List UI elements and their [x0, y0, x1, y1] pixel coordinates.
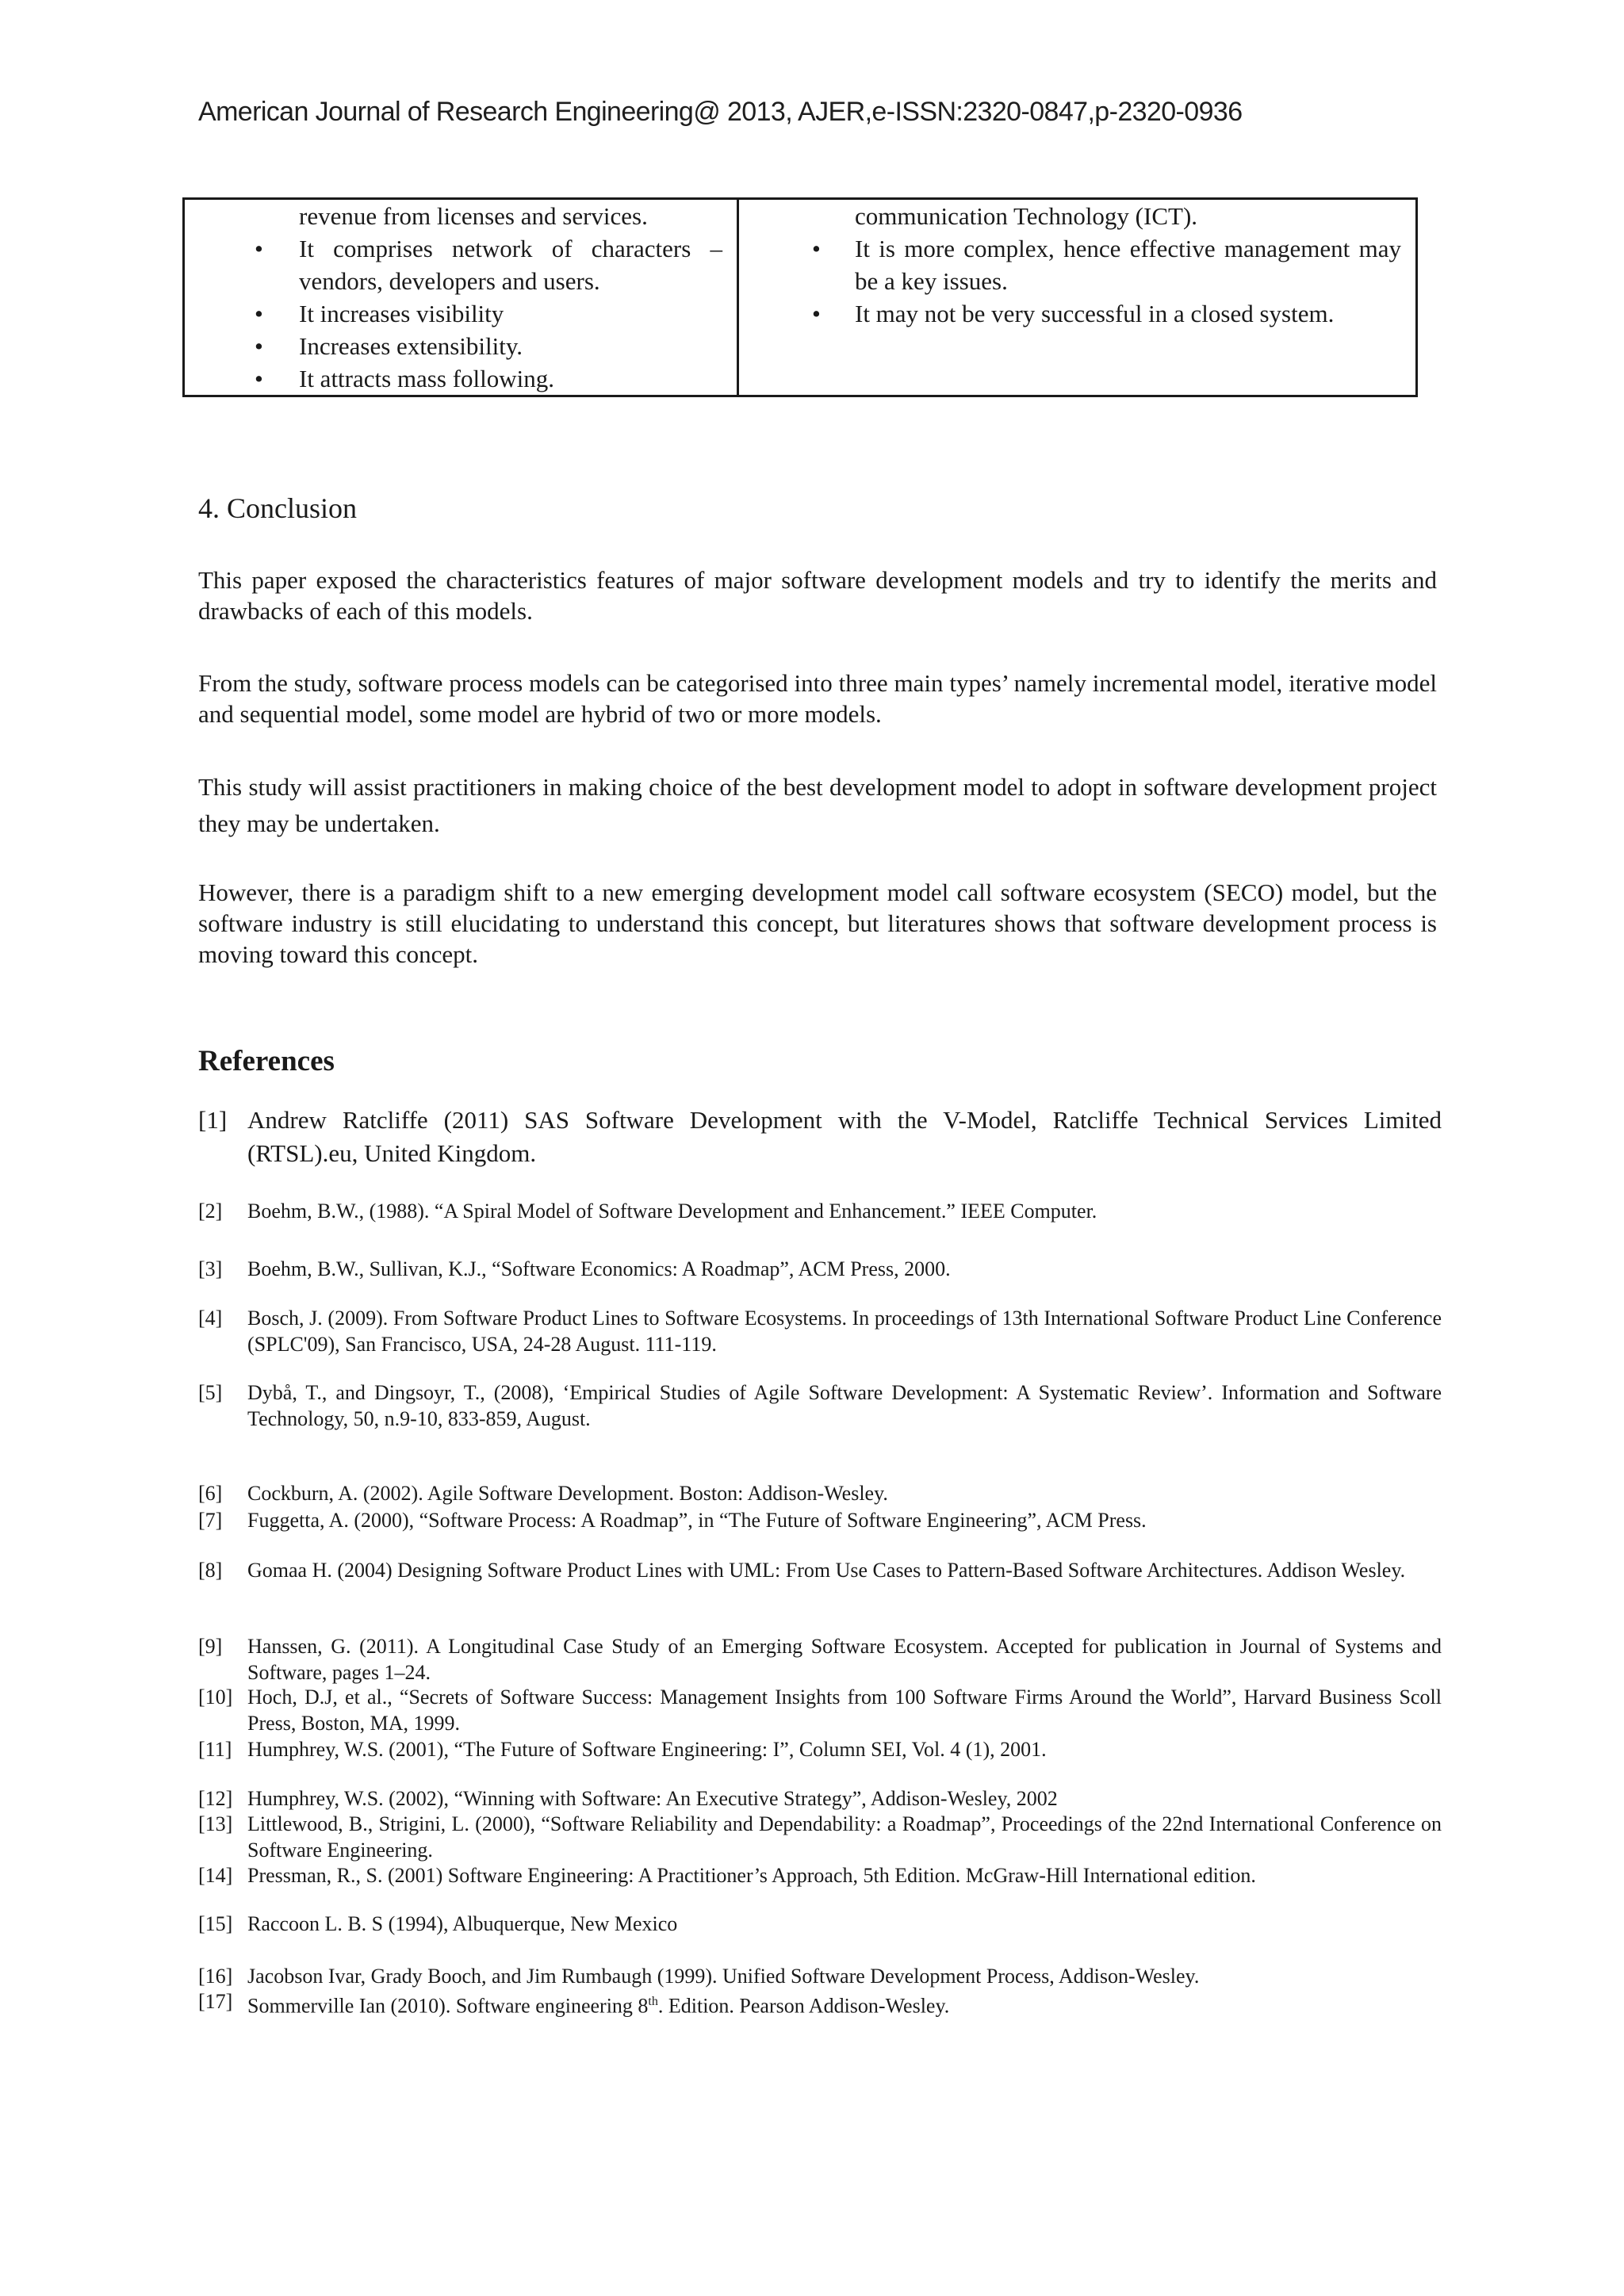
reference-item — [198, 1305, 1442, 1357]
reference-number: [1] — [198, 1106, 228, 1134]
table-bullet-item: • It may not be very successful in a closed system. — [739, 297, 1415, 330]
reference-number: [7] — [198, 1509, 223, 1532]
table-item: communication Technology (ICT). — [855, 202, 1198, 230]
reference-item — [198, 1198, 1442, 1224]
reference-text: Hanssen, G. (2011). A Longitudinal Case Study of an Emerging Software Ecosystem. Accepted for publication in Journal of Systems and Software, pages 1–24. — [247, 1635, 1442, 1684]
reference-number: [8] — [198, 1559, 223, 1582]
table-bullet-item: • It is more complex, hence effective management may be a key issues. — [739, 232, 1415, 297]
reference-number: [15] — [198, 1912, 233, 1935]
reference-item — [198, 1557, 1442, 1583]
reference-item — [198, 1684, 1442, 1736]
reference-item — [198, 1862, 1442, 1888]
reference-item — [198, 1104, 1442, 1170]
table-cell-left — [184, 199, 738, 396]
reference-number: [12] — [198, 1787, 233, 1810]
reference-item — [198, 1380, 1442, 1432]
reference-text: Pressman, R., S. (2001) Software Engineering: A Practitioner’s Approach, 5th Edition. McGraw-Hill International edition. — [247, 1864, 1256, 1887]
reference-text: Hoch, D.J, et al., “Secrets of Software Success: Management Insights from 100 Software Firms Around the World”, Harvard Business Scoll Press, Boston, MA, 1999. — [247, 1686, 1442, 1735]
reference-item — [198, 1736, 1442, 1762]
reference-item — [198, 1911, 1442, 1937]
reference-number: [17] — [198, 1990, 233, 2013]
reference-item — [198, 1633, 1442, 1686]
reference-number: [4] — [198, 1307, 223, 1330]
reference-number: [6] — [198, 1482, 223, 1505]
reference-text: Bosch, J. (2009). From Software Product Lines to Software Ecosystems. In proceedings of 13th International Software Product Line Conference (SPLC'09), San Francisco, USA, 24-28 August. 111-119. — [247, 1307, 1442, 1356]
reference-item — [198, 1507, 1442, 1533]
reference-item — [198, 1963, 1442, 1989]
reference-text: Cockburn, A. (2002). Agile Software Development. Boston: Addison-Wesley. — [247, 1482, 888, 1505]
reference-text: Humphrey, W.S. (2002), “Winning with Software: An Executive Strategy”, Addison-Wesley, 2002 — [247, 1787, 1058, 1810]
paragraph: This study will assist practitioners in making choice of the best development model to adopt in software development project they may be undertaken. — [198, 773, 1437, 837]
reference-item — [198, 1256, 1442, 1282]
paragraph: From the study, software process models can be categorised into three main types’ namely incremental model, iterative model and sequential model, some model are hybrid of two or more models. — [198, 669, 1437, 728]
table-bullet-item: • It increases visibility — [185, 297, 737, 330]
reference-text-part: Sommerville Ian (2010). Software engineering 8 — [247, 1994, 649, 2018]
reference-number: [5] — [198, 1381, 223, 1404]
reference-number: [11] — [198, 1738, 232, 1761]
paragraph: However, there is a paradigm shift to a new emerging development model call software ecosystem (SECO) model, but the software industry is still elucidating to understand this concept, but literatures shows that software development process is moving toward this concept. — [198, 878, 1437, 968]
reference-number: [3] — [198, 1257, 223, 1280]
comparison-table — [182, 197, 1418, 397]
table-bullet-item: • It attracts mass following. — [185, 362, 737, 395]
reference-number: [16] — [198, 1965, 233, 1988]
reference-text — [247, 1988, 1442, 2019]
reference-text: Littlewood, B., Strigini, L. (2000), “Software Reliability and Dependability: a Roadmap”, Proceedings of the 22nd International Conference on Software Engineering. — [247, 1812, 1442, 1862]
references-title: References — [198, 1045, 335, 1077]
journal-header: American Journal of Research Engineering@ 2013, AJER,e-ISSN:2320-0847,p-2320-0936 — [198, 97, 1243, 127]
reference-item — [198, 1480, 1442, 1506]
reference-number: [10] — [198, 1686, 233, 1709]
section-title: 4. Conclusion — [198, 492, 358, 524]
reference-text: Humphrey, W.S. (2001), “The Future of Software Engineering: I”, Column SEI, Vol. 4 (1), 2001. — [247, 1738, 1047, 1761]
reference-number: [2] — [198, 1200, 223, 1223]
reference-text: Boehm, B.W., (1988). “A Spiral Model of Software Development and Enhancement.” IEEE Computer. — [247, 1200, 1097, 1223]
reference-text: Gomaa H. (2004) Designing Software Product Lines with UML: From Use Cases to Pattern-Based Software Architectures. Addison Wesley. — [247, 1559, 1406, 1582]
reference-number: [13] — [198, 1812, 233, 1835]
reference-item — [198, 1785, 1442, 1812]
reference-text-part: . Edition. Pearson Addison-Wesley. — [657, 1994, 950, 2018]
reference-text: Andrew Ratcliffe (2011) SAS Software Development with the V-Model, Ratcliffe Technical Services Limited (RTSL).eu, United Kingdom. — [247, 1106, 1442, 1167]
table-cell-right — [738, 199, 1417, 396]
table-item: revenue from licenses and services. — [299, 202, 648, 230]
reference-text: Dybå, T., and Dingsoyr, T., (2008), ‘Empirical Studies of Agile Software Development: A Systematic Review’. Information and Software Technology, 50, n.9-10, 833-859, August. — [247, 1381, 1442, 1430]
paragraph: This paper exposed the characteristics features of major software development models and try to identify the merits and drawbacks of each of this models. — [198, 566, 1437, 625]
table-bullet-item: • It comprises network of characters – vendors, developers and users. — [185, 232, 737, 297]
reference-number: [14] — [198, 1864, 233, 1887]
reference-text: Jacobson Ivar, Grady Booch, and Jim Rumbaugh (1999). Unified Software Development Process, Addison-Wesley. — [247, 1965, 1200, 1988]
superscript-th: th — [648, 1995, 658, 2008]
reference-text: Boehm, B.W., Sullivan, K.J., “Software Economics: A Roadmap”, ACM Press, 2000. — [247, 1257, 951, 1280]
reference-number: [9] — [198, 1635, 223, 1658]
table-bullet-item: • Increases extensibility. — [185, 330, 737, 362]
reference-item — [198, 1811, 1442, 1863]
reference-text: Fuggetta, A. (2000), “Software Process: A Roadmap”, in “The Future of Software Engineering”, ACM Press. — [247, 1509, 1147, 1532]
reference-item — [198, 1988, 1442, 2019]
reference-text: Raccoon L. B. S (1994), Albuquerque, New Mexico — [247, 1912, 678, 1935]
